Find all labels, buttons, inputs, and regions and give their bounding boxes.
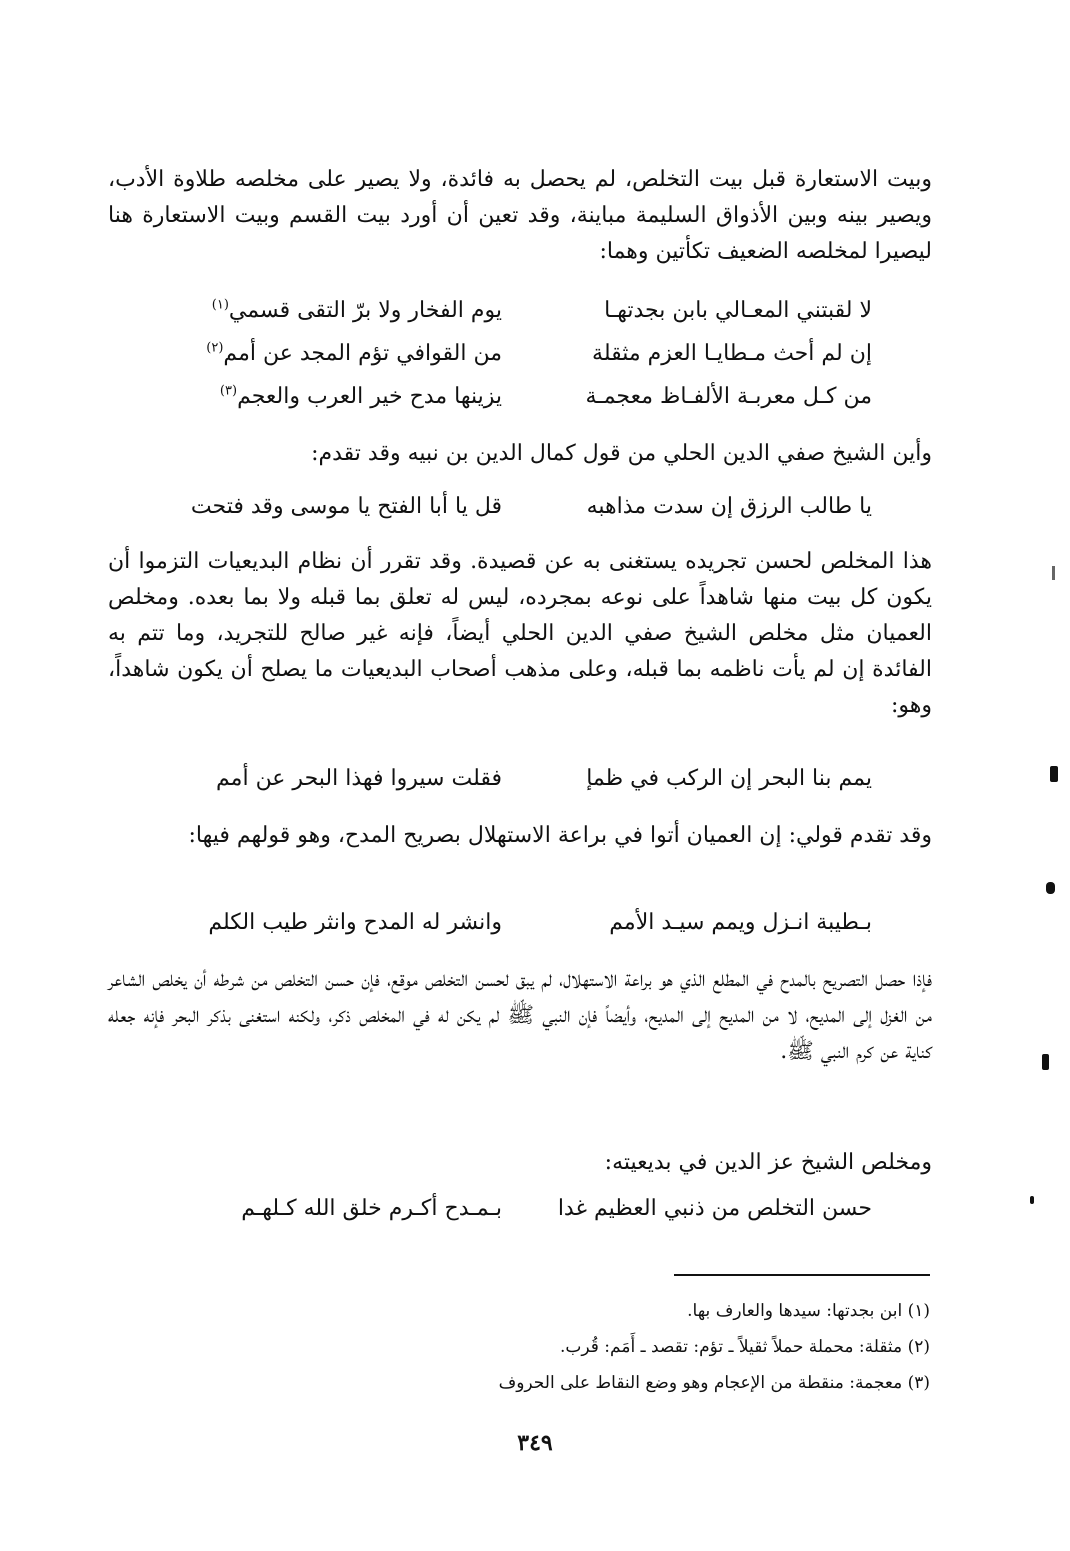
verse-7-second-hemistich: بـمـدح أكـرم خلق الله كـلهـم (241, 1196, 502, 1221)
footnote-2: (٢) مثقلة: محملة حملاً ثقيلاً ـ تؤم: تقصد ـ أَمَم: قُرب. (559, 1337, 930, 1357)
verse-1-second-hemistich (122, 298, 502, 323)
verse-4-first-hemistich: يا طالب الرزق إن سدت مذاهبه (586, 494, 872, 519)
verse-5-second-hemistich: فقلت سيروا فهذا البحر عن أمم (216, 766, 502, 791)
verse-3-second-hemistich (122, 384, 502, 409)
paragraph-izz-al-din: ومخلص الشيخ عز الدين في بديعيته: (604, 1150, 932, 1175)
verse-2-second-text: من القوافي تؤم المجد عن أمم (223, 341, 502, 366)
margin-speck (1042, 1054, 1049, 1070)
verse-7-first-hemistich: حسن التخلص من ذنبي العظيم غدا (557, 1196, 872, 1221)
margin-speck (1050, 766, 1058, 782)
margin-speck (1046, 882, 1055, 894)
verse-2-second-hemistich (122, 341, 502, 366)
footnote-ref-1: (١) (211, 297, 229, 313)
paragraph-comparison: وأين الشيخ صفي الدين الحلي من قول كمال الدين بن نبيه وقد تقدم: (311, 441, 932, 466)
footnote-ref-2: (٢) (206, 340, 224, 356)
verse-7 (108, 1196, 932, 1236)
margin-speck (1052, 566, 1055, 580)
paragraph-badiiyat: هذا المخلص لحسن تجريده يستغنى به عن قصيدة. وقد تقرر أن نظام البديعيات التزموا أن يكون كل بيت منها شاهداً على نوعه بمجرده، ليس له تعلق بما قبله ولا بما بعده. ومخلص العميان مثل مخلص الشيخ صفي الدين الحلي أيضاً، فإنه غير صالح للتجريد، وما تتم به الفائدة إن لم يأت ناظمه بما قبله، وعلى مذهب أصحاب البديعيات ما يصلح أن يكون شاهداً، وهو: (108, 549, 932, 718)
verse-5 (108, 766, 932, 806)
verse-2 (108, 341, 932, 381)
verse-3 (108, 384, 932, 424)
verse-4 (108, 494, 932, 534)
footnote-ref-3: (٣) (219, 383, 238, 399)
verse-1-second-text: يوم الفخار ولا برّ التقى قسمي (228, 298, 502, 323)
footnote-1: (١) ابن بجدتها: سيدها والعارف بها. (687, 1301, 930, 1321)
footnote-divider (674, 1274, 930, 1276)
paragraph-tasrih: فإذا حصل التصريح بالمدح في المطلع الذي هو براعة الاستهلال، لم يبق لحسن التخلص موقع، فإن حسن التخلص من شرطه أن يخلص الشاعر من الغزل إلى المديح، لا من المديح إلى المديح، وأيضاً فإن النبي ﷺ لم يكن له في المخلص ذكر، ولكنه استغنى بذكر البحر فإنه جعله كناية عن كرم النبي ﷺ. (108, 967, 932, 1064)
margin-speck (1030, 1196, 1034, 1204)
footnote-3: (٣) معجمة: منقطة من الإعجام وهو وضع النقاط على الحروف (498, 1373, 930, 1393)
verse-5-first-hemistich: يمم بنا البحر إن الركب في ظمإ (586, 766, 872, 791)
verse-2-first-hemistich: إن لم أحث مـطايـا العزم مثقلة (592, 341, 872, 366)
verse-6 (108, 910, 932, 950)
paragraph-qawli: وقد تقدم قولي: إن العميان أتوا في براعة الاستهلال بصريح المدح، وهو قولهم فيها: (188, 823, 932, 848)
paragraph-intro: وبيت الاستعارة قبل بيت التخلص، لم يحصل به فائدة، ولا يصير على مخلصه طلاوة الأدب، ويصير بينه وبين الأذواق السليمة مباينة، وقد تعين أن أورد بيت القسم وبيت الاستعارة هنا ليصيرا لمخلصه الضعيف تكأتين وهما: (108, 167, 932, 264)
verse-3-first-hemistich: من كـل معربـة الألفـاظ معجمـة (585, 384, 872, 409)
verse-4-second-hemistich: قل يا أبا الفتح يا موسى وقد فتحت (190, 494, 502, 519)
verse-6-first-hemistich: بـطيبة انـزل ويمم سيـد الأمم (609, 910, 872, 935)
verse-1-first-hemistich: لا لقبتني المعـالي بابن بجدتهـا (604, 298, 872, 323)
verse-3-second-text: يزينها مدح خير العرب والعجم (237, 384, 502, 409)
verse-1 (108, 298, 932, 338)
verse-6-second-hemistich: وانشر له المدح وانثر طيب الكلم (208, 910, 502, 935)
page-number: ٣٤٩ (517, 1430, 553, 1456)
